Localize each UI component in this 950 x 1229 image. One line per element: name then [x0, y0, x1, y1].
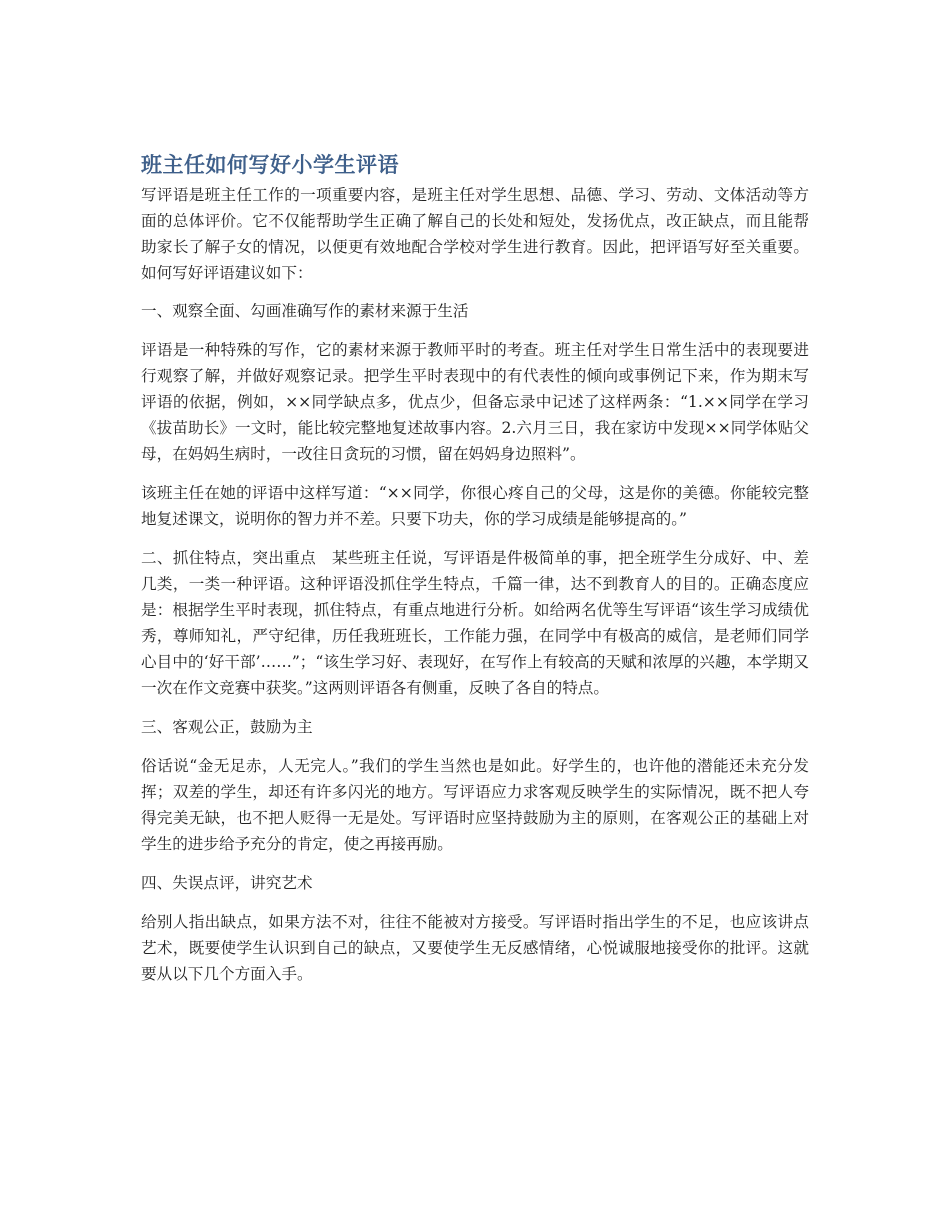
body-paragraph: 评语是一种特殊的写作，它的素材来源于教师平时的考查。班主任对学生日常生活中的表现要进行观察了解，并做好观察记录。把学生平时表现中的有代表性的倾向或事例记下来，作为期末写评语的依据，例如，××同学缺点多，优点少，但备忘录中记述了这样两条：“1.××同学在学习《拔苗助长》一文时，能比较完整地复述故事内容。2.六月三日，我在家访中发现××同学体贴父母，在妈妈生病时，一改往日贪玩的习惯，留在妈妈身边照料”。 — [141, 341, 809, 463]
body-paragraph: 给别人指出缺点，如果方法不对，往往不能被对方接受。写评语时指出学生的不足，也应该讲点艺术，既要使学生认识到自己的缺点，又要使学生无反感情绪，心悦诚服地接受你的批评。这就要从以下几个方面入手。 — [141, 913, 809, 983]
section-heading-3: 三、客观公正，鼓励为主 — [141, 718, 313, 736]
section-paragraph-2: 二、抓住特点，突出重点 某些班主任说，写评语是件极简单的事，把全班学生分成好、中、差几类，一类一种评语。这种评语没抓住学生特点，千篇一律，达不到教育人的目的。正确态度应是：根据学生平时表现，抓住特点，有重点地进行分析。如给两名优等生写评语“该生学习成绩优秀，尊师知礼，严守纪律，历任我班班长，工作能力强，在同学中有极高的威信，是老师们同学心目中的‘好干部’……”；“该生学习好、表现好，在写作上有较高的天赋和浓厚的兴趣，本学期又一次在作文竞赛中获奖。”这两则评语各有侧重，反映了各自的特点。 — [141, 549, 809, 697]
section-heading-4: 四、失误点评，讲究艺术 — [141, 874, 313, 892]
document-title: 班主任如何写好小学生评语 — [141, 153, 399, 177]
intro-paragraph: 写评语是班主任工作的一项重要内容，是班主任对学生思想、品德、学习、劳动、文体活动等方面的总体评价。它不仅能帮助学生正确了解自己的长处和短处，发扬优点，改正缺点，而且能帮助家长了解子女的情况，以便更有效地配合学校对学生进行教育。因此，把评语写好至关重要。如何写好评语建议如下： — [141, 186, 809, 282]
document-page — [141, 150, 809, 1000]
body-paragraph: 俗话说“金无足赤，人无完人。”我们的学生当然也是如此。好学生的，也许他的潜能还未充分发挥；双差的学生，却还有许多闪光的地方。写评语应力求客观反映学生的实际情况，既不把人夸得完美无缺，也不把人贬得一无是处。写评语时应坚持鼓励为主的原则，在客观公正的基础上对学生的进步给予充分的肯定，使之再接再励。 — [141, 757, 809, 853]
body-paragraph: 该班主任在她的评语中这样写道：“××同学，你很心疼自己的父母，这是你的美德。你能较完整地复述课文，说明你的智力并不差。只要下功夫，你的学习成绩是能够提高的。” — [141, 484, 809, 528]
section-heading-1: 一、观察全面、勾画准确写作的素材来源于生活 — [141, 302, 469, 320]
